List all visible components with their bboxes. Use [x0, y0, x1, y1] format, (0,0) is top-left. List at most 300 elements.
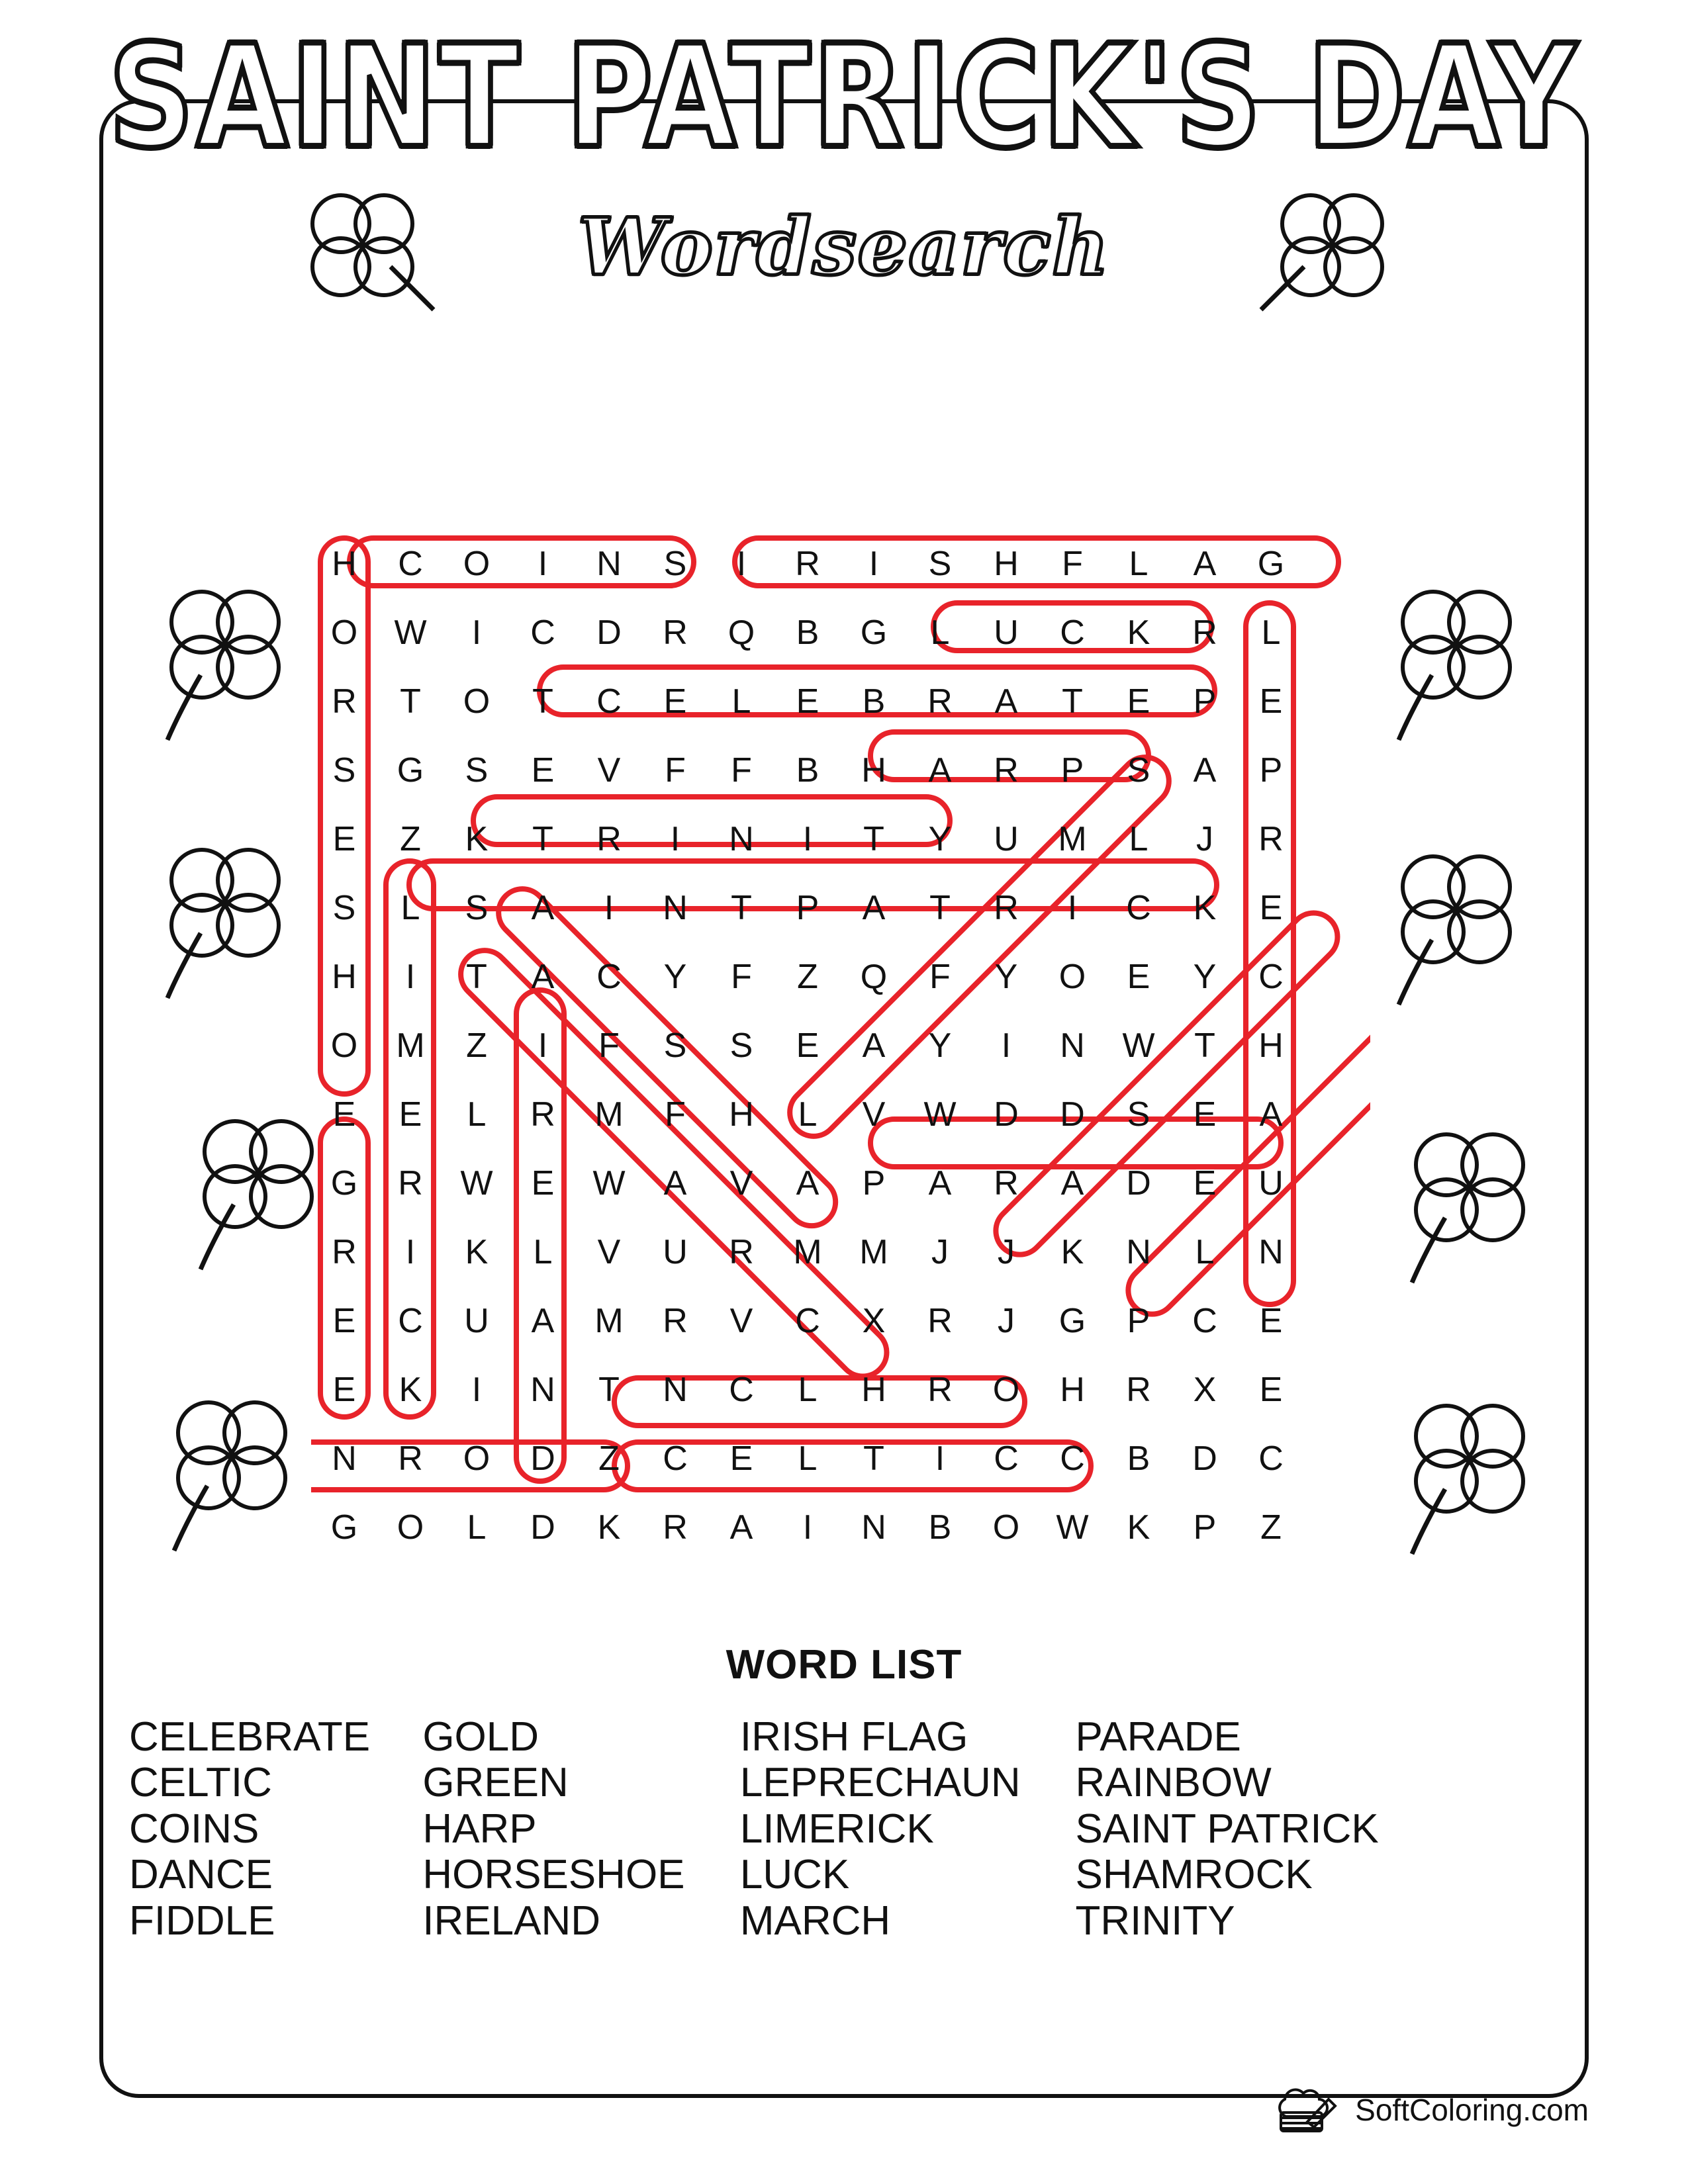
grid-cell: V	[729, 1164, 753, 1203]
grid-row	[311, 529, 1370, 598]
grid-cell: K	[399, 1371, 422, 1409]
grid-cell: R	[1192, 614, 1217, 652]
grid-cell: I	[736, 545, 747, 583]
wordlist-item: MARCH	[739, 1897, 891, 1944]
grid-cell: R	[663, 1508, 688, 1547]
grid-cell	[1304, 529, 1370, 598]
wordlist-item: CELTIC	[129, 1760, 272, 1806]
grid-cell: Y	[663, 958, 687, 996]
grid-cell: B	[796, 614, 820, 652]
grid-cell: E	[1193, 1095, 1217, 1134]
grid-cell	[1304, 1149, 1370, 1218]
grid-cell: I	[471, 614, 482, 652]
grid-cell: U	[994, 614, 1019, 652]
grid-cell: O	[330, 614, 358, 652]
grid-cell: E	[1127, 958, 1150, 996]
grid-cell: V	[729, 1302, 753, 1340]
grid-cell: G	[1058, 1302, 1086, 1340]
wordlist-column-4	[1076, 1714, 1387, 1944]
grid-cell	[1304, 1080, 1370, 1149]
grid-cell: C	[596, 958, 622, 996]
wordlist-item: IRELAND	[422, 1897, 601, 1944]
grid-cell: P	[1259, 751, 1283, 790]
grid-cell: I	[1001, 1026, 1011, 1065]
grid-cell: Q	[727, 614, 755, 652]
grid-cell: P	[796, 889, 820, 927]
grid-cell: K	[1127, 1508, 1150, 1547]
grid-cell: Y	[928, 1026, 952, 1065]
grid-cell: E	[531, 751, 555, 790]
grid-cell: E	[796, 1026, 820, 1065]
grid-cell: M	[594, 1302, 624, 1340]
grid-cell: L	[533, 1233, 553, 1271]
grid-cell: L	[400, 889, 420, 927]
grid-cell: G	[330, 1508, 358, 1547]
grid-cell: L	[731, 682, 751, 721]
grid-row	[311, 1287, 1370, 1355]
grid-cell: N	[729, 820, 754, 858]
pencil-cloud-icon	[1270, 2083, 1343, 2136]
grid-cell: V	[597, 1233, 621, 1271]
brand-label: SoftColoring.com	[1355, 2093, 1589, 2127]
grid-cell: C	[1192, 1302, 1217, 1340]
grid-cell: M	[1058, 820, 1087, 858]
grid-cell: L	[467, 1095, 487, 1134]
grid-cell: A	[729, 1508, 753, 1547]
grid-cell: E	[332, 1095, 356, 1134]
grid-cell: P	[1060, 751, 1084, 790]
grid-cell: H	[729, 1095, 754, 1134]
grid-cell: K	[465, 1233, 489, 1271]
grid-cell: F	[665, 1095, 686, 1134]
grid-cell	[1304, 1218, 1370, 1287]
grid-cell: Y	[928, 820, 952, 858]
grid-cell: S	[1127, 1095, 1150, 1134]
grid-row	[311, 736, 1370, 805]
grid-cell: O	[330, 1026, 358, 1065]
grid-cell: D	[1126, 1164, 1151, 1203]
grid-cell: Y	[994, 958, 1018, 996]
grid-cell: I	[802, 820, 813, 858]
grid-cell: S	[332, 889, 356, 927]
grid-cell: C	[1258, 1439, 1284, 1478]
grid-cell: N	[663, 889, 688, 927]
grid-row	[311, 805, 1370, 874]
grid-cell: I	[471, 1371, 482, 1409]
grid-row	[311, 1424, 1370, 1493]
grid-cell: T	[400, 682, 421, 721]
subtitle-row	[0, 194, 1688, 306]
clover-icon-left-1	[149, 582, 301, 748]
grid-cell: T	[466, 958, 487, 996]
grid-cell: I	[604, 889, 614, 927]
grid-cell: C	[795, 1302, 820, 1340]
grid-cell: J	[1196, 820, 1213, 858]
grid-cell: N	[530, 1371, 555, 1409]
grid-cell	[1304, 1355, 1370, 1424]
grid-cell: A	[663, 1164, 687, 1203]
grid-cell: M	[859, 1233, 888, 1271]
grid-cell: O	[397, 1508, 424, 1547]
grid-cell: V	[862, 1095, 886, 1134]
wordlist-item: HORSESHOE	[422, 1852, 685, 1898]
grid-cell: A	[862, 1026, 886, 1065]
grid-cell: P	[1193, 682, 1217, 721]
grid-cell: R	[596, 820, 622, 858]
grid-cell: O	[1058, 958, 1086, 996]
wordlist-item: SHAMROCK	[1075, 1852, 1313, 1898]
grid-cell: H	[994, 545, 1019, 583]
wordlist-item: LUCK	[739, 1852, 850, 1898]
grid-cell: F	[665, 751, 686, 790]
wordlist-column-2	[422, 1714, 740, 1944]
wordlist	[129, 1714, 1387, 1944]
grid-cell	[1304, 736, 1370, 805]
grid-cell: A	[994, 682, 1018, 721]
clover-icon-right-3	[1393, 1125, 1546, 1291]
grid-row	[311, 1218, 1370, 1287]
grid-cell: O	[463, 682, 491, 721]
grid-cell: S	[663, 545, 687, 583]
grid-cell: F	[1062, 545, 1083, 583]
grid-cell: N	[861, 1508, 886, 1547]
grid-row	[311, 1355, 1370, 1424]
grid-cell: D	[530, 1439, 555, 1478]
grid-cell: H	[332, 545, 357, 583]
wordlist-item: GREEN	[422, 1760, 569, 1806]
grid-cell	[1304, 1424, 1370, 1493]
grid-cell: C	[1060, 1439, 1085, 1478]
grid-cell: O	[992, 1371, 1020, 1409]
grid-cell: O	[463, 1439, 491, 1478]
grid-cell	[1304, 942, 1370, 1011]
grid-cell: E	[332, 1371, 356, 1409]
grid-cell: N	[1126, 1233, 1151, 1271]
grid-cell: J	[998, 1233, 1015, 1271]
grid-cell: L	[798, 1439, 818, 1478]
letter-grid-body	[311, 529, 1370, 1562]
grid-cell: S	[332, 751, 356, 790]
grid-cell: O	[463, 545, 491, 583]
grid-cell: E	[1259, 1371, 1283, 1409]
grid-cell	[1304, 1287, 1370, 1355]
clover-icon-right-1	[1380, 582, 1532, 748]
grid-cell: P	[1193, 1508, 1217, 1547]
grid-cell: Q	[860, 958, 888, 996]
grid-cell: H	[332, 958, 357, 996]
grid-cell	[1304, 1011, 1370, 1080]
clover-icon-left-2	[149, 841, 301, 1006]
clover-icon-title-left	[291, 187, 444, 320]
grid-cell: E	[796, 682, 820, 721]
grid-cell: E	[1127, 682, 1150, 721]
grid-cell: W	[1056, 1508, 1089, 1547]
grid-cell: E	[729, 1439, 753, 1478]
grid-cell: A	[531, 958, 555, 996]
grid-cell: S	[1127, 751, 1150, 790]
clover-icon-right-4	[1393, 1396, 1546, 1562]
clover-icon-title-right	[1251, 187, 1403, 320]
grid-cell: E	[332, 820, 356, 858]
grid-cell	[1304, 805, 1370, 874]
grid-cell: T	[532, 820, 553, 858]
grid-cell: C	[994, 1439, 1019, 1478]
grid-cell: U	[464, 1302, 489, 1340]
grid-cell: K	[597, 1508, 621, 1547]
grid-cell: R	[332, 1233, 357, 1271]
grid-row	[311, 1149, 1370, 1218]
grid-cell: T	[598, 1371, 620, 1409]
wordlist-item: IRISH FLAG	[739, 1714, 968, 1760]
grid-cell: C	[398, 545, 423, 583]
wordlist-item: HARP	[422, 1805, 537, 1852]
grid-cell: L	[1195, 1233, 1215, 1271]
grid-cell: I	[538, 545, 548, 583]
wordlist-item: FIDDLE	[129, 1897, 275, 1944]
grid-cell: K	[1193, 889, 1217, 927]
wordlist-item: LEPRECHAUN	[739, 1760, 1021, 1806]
grid-cell: I	[1067, 889, 1078, 927]
grid-cell: W	[460, 1164, 493, 1203]
wordsearch-grid	[311, 529, 1370, 1562]
grid-cell	[1304, 1493, 1370, 1562]
grid-cell: T	[929, 889, 951, 927]
grid-cell: R	[398, 1164, 423, 1203]
grid-cell	[1304, 667, 1370, 736]
grid-cell: F	[598, 1026, 620, 1065]
grid-cell: E	[663, 682, 687, 721]
wordlist-item: TRINITY	[1075, 1897, 1235, 1944]
grid-cell: R	[795, 545, 820, 583]
grid-cell: I	[802, 1508, 813, 1547]
grid-cell: K	[465, 820, 489, 858]
grid-cell: A	[1193, 751, 1217, 790]
grid-cell: C	[1060, 614, 1085, 652]
grid-row	[311, 874, 1370, 942]
grid-cell: D	[1192, 1439, 1217, 1478]
grid-cell: S	[663, 1026, 687, 1065]
grid-cell: R	[663, 614, 688, 652]
grid-cell: I	[405, 958, 416, 996]
clover-icon-right-2	[1380, 847, 1532, 1013]
wordlist-item: RAINBOW	[1075, 1760, 1272, 1806]
grid-cell: L	[798, 1371, 818, 1409]
grid-cell: R	[332, 682, 357, 721]
grid-cell: R	[1258, 820, 1284, 858]
grid-cell: S	[928, 545, 952, 583]
grid-cell: R	[994, 1164, 1019, 1203]
grid-cell: U	[1258, 1164, 1284, 1203]
grid-cell: G	[1257, 545, 1285, 583]
title-block	[0, 15, 1688, 306]
grid-cell: B	[928, 1508, 952, 1547]
page-title: SAINT PATRICK'S DAY	[109, 15, 1579, 180]
grid-cell: E	[1259, 889, 1283, 927]
grid-cell: S	[465, 751, 489, 790]
grid-cell: Z	[466, 1026, 487, 1065]
grid-cell: I	[405, 1233, 416, 1271]
grid-cell: T	[863, 820, 884, 858]
grid-cell: K	[1127, 614, 1150, 652]
grid-cell: A	[531, 1302, 555, 1340]
footer-logo[interactable]	[1270, 2083, 1589, 2136]
grid-cell: E	[1259, 1302, 1283, 1340]
grid-cell: E	[1193, 1164, 1217, 1203]
grid-cell: S	[465, 889, 489, 927]
grid-row	[311, 598, 1370, 667]
grid-cell: E	[1259, 682, 1283, 721]
grid-cell: A	[1060, 1164, 1084, 1203]
grid-cell: E	[399, 1095, 422, 1134]
grid-cell: K	[1060, 1233, 1084, 1271]
grid-cell: G	[397, 751, 424, 790]
grid-cell: N	[332, 1439, 357, 1478]
grid-row	[311, 1011, 1370, 1080]
grid-cell: J	[998, 1302, 1015, 1340]
grid-cell: N	[596, 545, 622, 583]
wordlist-column-1	[129, 1714, 422, 1944]
grid-cell: U	[994, 820, 1019, 858]
grid-cell: R	[927, 1371, 953, 1409]
grid-cell: V	[597, 751, 621, 790]
grid-cell: M	[594, 1095, 624, 1134]
grid-cell: L	[1129, 820, 1149, 858]
grid-cell: D	[530, 1508, 555, 1547]
grid-cell: A	[1193, 545, 1217, 583]
grid-cell: I	[538, 1026, 548, 1065]
grid-cell: R	[729, 1233, 754, 1271]
page-subtitle: Wordsearch	[577, 201, 1111, 293]
grid-cell: W	[923, 1095, 957, 1134]
grid-cell: I	[868, 545, 879, 583]
grid-cell: T	[1194, 1026, 1215, 1065]
wordlist-item: GOLD	[422, 1714, 539, 1760]
grid-cell: C	[398, 1302, 423, 1340]
grid-cell: B	[796, 751, 820, 790]
clover-icon-left-4	[156, 1393, 308, 1559]
grid-cell: P	[862, 1164, 886, 1203]
wordlist-item: PARADE	[1075, 1714, 1241, 1760]
grid-cell: D	[994, 1095, 1019, 1134]
letter-grid	[311, 529, 1370, 1562]
grid-row	[311, 1080, 1370, 1149]
grid-cell: Z	[598, 1439, 620, 1478]
grid-cell: O	[992, 1508, 1020, 1547]
grid-cell: C	[596, 682, 622, 721]
grid-cell: H	[1258, 1026, 1284, 1065]
grid-cell: S	[729, 1026, 753, 1065]
grid-cell: A	[928, 751, 952, 790]
grid-cell: B	[1127, 1439, 1150, 1478]
grid-cell: R	[398, 1439, 423, 1478]
grid-cell: I	[670, 820, 680, 858]
grid-cell: Z	[1260, 1508, 1282, 1547]
grid-cell: Y	[1193, 958, 1217, 996]
grid-cell: M	[793, 1233, 822, 1271]
grid-cell: R	[994, 751, 1019, 790]
grid-cell: F	[731, 751, 752, 790]
grid-cell: J	[931, 1233, 949, 1271]
grid-cell: C	[1126, 889, 1151, 927]
grid-row	[311, 1493, 1370, 1562]
grid-cell: U	[663, 1233, 688, 1271]
wordlist-column-3	[740, 1714, 1076, 1944]
grid-cell: T	[532, 682, 553, 721]
grid-cell: C	[530, 614, 555, 652]
grid-cell: T	[731, 889, 752, 927]
grid-cell: Z	[797, 958, 818, 996]
wordlist-item: CELEBRATE	[129, 1714, 371, 1760]
wordlist-item: COINS	[129, 1805, 259, 1852]
grid-cell: W	[394, 614, 427, 652]
grid-cell: H	[861, 751, 886, 790]
grid-cell: C	[1258, 958, 1284, 996]
wordlist-item: SAINT PATRICK	[1075, 1805, 1379, 1852]
grid-cell: X	[862, 1302, 886, 1340]
grid-cell: P	[1127, 1302, 1150, 1340]
grid-cell: L	[798, 1095, 818, 1134]
grid-cell: T	[1062, 682, 1083, 721]
grid-cell: H	[861, 1371, 886, 1409]
grid-cell: R	[927, 1302, 953, 1340]
grid-cell: D	[1060, 1095, 1085, 1134]
grid-cell: A	[796, 1164, 820, 1203]
grid-cell: R	[530, 1095, 555, 1134]
grid-cell: B	[862, 682, 886, 721]
grid-cell: X	[1193, 1371, 1217, 1409]
grid-cell: A	[531, 889, 555, 927]
grid-cell: F	[731, 958, 752, 996]
grid-cell: C	[729, 1371, 754, 1409]
grid-cell: F	[929, 958, 951, 996]
grid-cell: W	[592, 1164, 626, 1203]
grid-cell	[1304, 598, 1370, 667]
grid-cell: Z	[400, 820, 421, 858]
grid-cell: L	[1261, 614, 1281, 652]
grid-cell: R	[1126, 1371, 1151, 1409]
grid-cell: E	[531, 1164, 555, 1203]
grid-cell: A	[928, 1164, 952, 1203]
wordlist-item: LIMERICK	[739, 1805, 934, 1852]
grid-cell: D	[596, 614, 622, 652]
wordlist-heading: WORD LIST	[726, 1642, 962, 1688]
grid-cell: I	[935, 1439, 945, 1478]
grid-cell: A	[862, 889, 886, 927]
grid-cell: L	[930, 614, 950, 652]
grid-cell: W	[1122, 1026, 1155, 1065]
grid-cell: R	[663, 1302, 688, 1340]
wordlist-item: DANCE	[129, 1852, 273, 1898]
grid-row	[311, 667, 1370, 736]
grid-cell: E	[332, 1302, 356, 1340]
grid-cell: G	[860, 614, 888, 652]
grid-cell: N	[1060, 1026, 1085, 1065]
grid-cell: G	[330, 1164, 358, 1203]
grid-cell: R	[994, 889, 1019, 927]
grid-cell: H	[1060, 1371, 1085, 1409]
grid-row	[311, 942, 1370, 1011]
grid-cell: L	[1129, 545, 1149, 583]
grid-cell: L	[467, 1508, 487, 1547]
grid-cell: A	[1259, 1095, 1283, 1134]
grid-cell: R	[927, 682, 953, 721]
grid-cell: N	[663, 1371, 688, 1409]
grid-cell: M	[396, 1026, 425, 1065]
grid-cell: T	[863, 1439, 884, 1478]
grid-cell: N	[1258, 1233, 1284, 1271]
grid-cell: C	[663, 1439, 688, 1478]
grid-cell	[1304, 874, 1370, 942]
